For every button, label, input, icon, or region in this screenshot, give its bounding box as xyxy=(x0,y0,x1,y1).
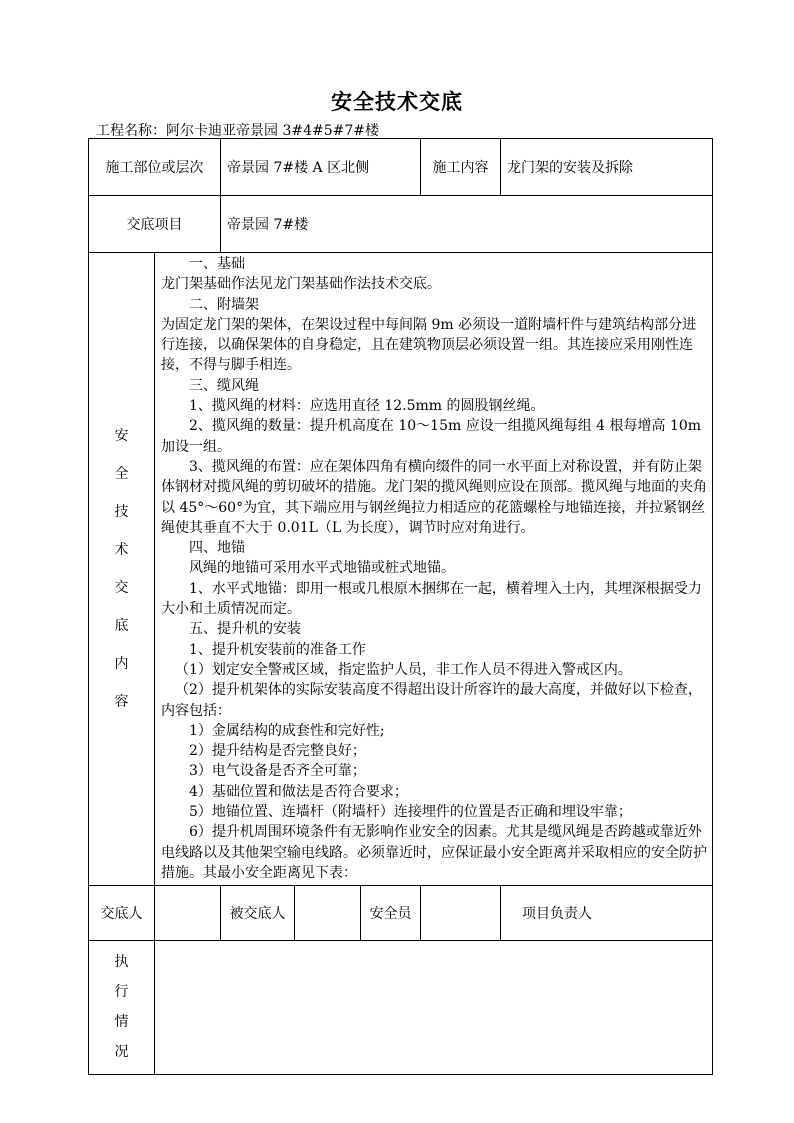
content-paragraph: 五、提升机的安装 xyxy=(189,621,301,638)
content-paragraph: 一、基础 xyxy=(189,256,245,272)
side-char: 安 xyxy=(114,428,129,445)
project-name: 工程名称：阿尔卡迪亚帝景园 3#4#5#7#楼 xyxy=(96,123,380,139)
content-paragraph: 1、揽风绳的材料：应选用直径 12.5mm 的圆股钢丝绳。 xyxy=(189,398,545,415)
content-paragraph: （1）划定安全警戒区域，指定监护人员，非工作人员不得进入警戒区内。 xyxy=(175,661,632,678)
side-char: 情 xyxy=(114,1014,129,1031)
document-title: 安全技术交底 xyxy=(331,89,463,114)
project-manager-cell xyxy=(501,886,713,941)
side-char: 术 xyxy=(114,542,129,559)
discloser-value xyxy=(155,886,221,941)
content-label: 施工内容 xyxy=(421,139,501,196)
side-char: 行 xyxy=(114,984,129,1001)
content-paragraph: 3）电气设备是否齐全可靠； xyxy=(189,763,366,780)
execution-content xyxy=(155,941,713,1075)
content-paragraph: 5）地锚位置、连墙杆（附墙杆）连接埋件的位置是否正确和埋设牢靠； xyxy=(189,804,632,821)
content-paragraph: 三、缆风绳 xyxy=(189,377,259,394)
content-paragraph: 6）提升机周围环境条件有无影响作业安全的因素。尤其是缆风绳是否跨越或靠近外电线路以及其他架空输电线路。必须靠近时，应保证最小安全距离并采取相应的安全防护措施。其最小安全距离见下表： xyxy=(161,824,707,881)
side-char: 执 xyxy=(114,954,129,971)
content-paragraph: 1、水平式地锚：即用一根或几根原木捆绑在一起，横着埋入土内，其埋深根据受力大小和土质情况而定。 xyxy=(161,580,702,618)
receiver-value xyxy=(295,886,361,941)
content-paragraph: 为固定龙门架的架体，在架设过程中每间隔 9m 必须设一道附墙杆件与建筑结构部分进行连接，以确保架体的自身稳定，且在建筑物顶层必须设置一组。其连接应采用刚性连接，不得与脚手相连。 xyxy=(161,316,697,374)
content-paragraph: 2）提升结构是否完整良好； xyxy=(189,743,366,760)
execution-side-label xyxy=(89,941,155,1075)
discloser-label: 交底人 xyxy=(89,886,155,941)
content-paragraph: 四、地锚 xyxy=(189,540,245,557)
content-paragraph: 3、揽风绳的布置：应在架体四角有横向缀件的同一水平面上对称设置，并有防止架体钢材对揽风绳的剪切破坏的措施。龙门架的揽风绳则应设在顶部。揽风绳与地面的夹角以 45°～60°为宜，其下端应用与钢丝绳拉力相适应的花篮螺栓与地锚连接，并拉紧钢丝绳使其垂直不大于 0.01L（L 为长度），调节时应对角进行。 xyxy=(161,458,707,536)
project-manager-label: 项目负责人 xyxy=(522,906,592,923)
content-paragraph: 风绳的地锚可采用水平式地锚或桩式地锚。 xyxy=(189,560,455,577)
item-label: 交底项目 xyxy=(89,196,221,253)
safety-officer-value xyxy=(421,886,501,941)
content-side-label xyxy=(89,253,155,886)
side-char: 况 xyxy=(114,1044,129,1061)
content-paragraph: 二、附墙架 xyxy=(189,296,259,313)
receiver-label: 被交底人 xyxy=(221,886,295,941)
side-char: 技 xyxy=(114,504,129,521)
content-paragraph: 龙门架基础作法见龙门架基础作法技术交底。 xyxy=(161,276,441,293)
side-char: 内 xyxy=(114,656,129,673)
content-paragraph: 2、揽风绳的数量：提升机高度在 10～15m 应设一组揽风绳每组 4 根每增高 10m 加设一组。 xyxy=(161,418,702,455)
part-value: 帝景园 7#楼 A 区北侧 xyxy=(221,139,421,196)
content-paragraph: 1）金属结构的成套性和完好性; xyxy=(189,722,385,739)
side-char: 底 xyxy=(114,618,129,635)
side-char: 容 xyxy=(114,694,129,711)
part-label: 施工部位或层次 xyxy=(89,139,221,196)
content-value: 龙门架的安装及拆除 xyxy=(501,139,713,196)
item-value: 帝景园 7#楼 xyxy=(221,196,713,253)
disclosure-content xyxy=(155,253,713,886)
side-char: 交 xyxy=(114,580,129,597)
content-paragraph: （2）提升机架体的实际安装高度不得超出设计所容许的最大高度，并做好以下检查，内容包括： xyxy=(161,682,702,719)
safety-officer-label: 安全员 xyxy=(361,886,421,941)
content-paragraph: 1、提升机安装前的准备工作 xyxy=(189,641,366,658)
disclosure-table xyxy=(88,138,713,1075)
content-paragraph: 4）基础位置和做法是否符合要求； xyxy=(189,783,408,800)
side-char: 全 xyxy=(114,466,129,483)
